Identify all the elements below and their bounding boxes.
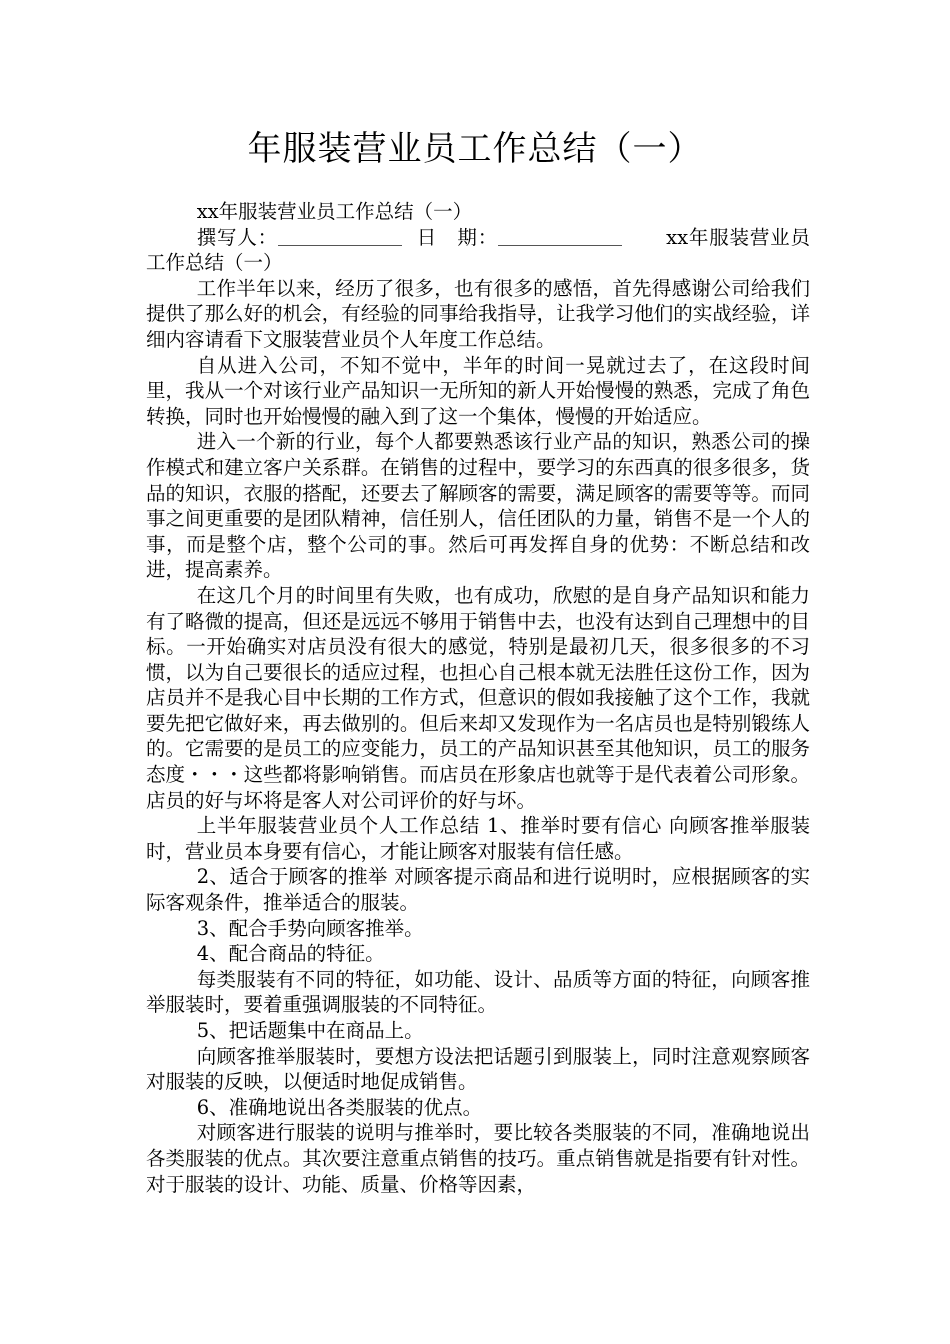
author-blank — [278, 227, 402, 246]
paragraph: 对顾客进行服装的说明与推举时，要比较各类服装的不同，准确地说出各类服装的优点。其次要注意重点销售的技巧。重点销售就是指要有针对性。对于服装的设计、功能、质量、价格等因素， — [146, 1121, 810, 1196]
paragraph: 在这几个月的时间里有失败，也有成功，欣慰的是自身产品知识和能力有了略微的提高，但还是远远不够用于销售中去，也没有达到自己理想中的目标。一开始确实对店员没有很大的感觉，特别是最初几天，很多很多的不习惯，以为自己要很长的适应过程，也担心自己根本就无法胜任这份工作，因为店员并不是我心目中长期的工作方式，但意识的假如我接触了这个工作，我就要先把它做好来，再去做别的。但后来却又发现作为一名店员也是特别锻练人的。它需要的是员工的应变能力，员工的产品知识甚至其他知识，员工的服务态度・・・这些都将影响销售。而店员在形象店也就等于是代表着公司形象。店员的好与坏将是客人对公司评价的好与坏。 — [146, 583, 810, 812]
author-date-line — [146, 225, 810, 276]
author-label: 撰写人： — [196, 225, 278, 249]
date-blank — [498, 227, 622, 246]
paragraph: 上半年服装营业员个人工作总结 1、推举时要有信心 向顾客推举服装时，营业员本身要有信心，才能让顾客对服装有信任感。 — [146, 814, 810, 863]
paragraph: 2、适合于顾客的推举 对顾客提示商品和进行说明时，应根据顾客的实际客观条件，推举适合的服装。 — [146, 865, 810, 915]
document-subtitle: xx年服装营业员工作总结（一） — [196, 200, 473, 223]
document-body — [146, 199, 810, 1197]
paragraph: 向顾客推举服装时，要想方设法把话题引到服装上，同时注意观察顾客对服装的反映，以便适时地促成销售。 — [146, 1044, 810, 1094]
meta-tail: xx年服装营业员工作总结（一） — [146, 225, 810, 275]
paragraph: 进入一个新的行业，每个人都要熟悉该行业产品的知识，熟悉公司的操作模式和建立客户关系群。在销售的过程中，要学习的东西真的很多很多，货品的知识，衣服的搭配，还要去了解顾客的需要，满足顾客的需要等等。而同事之间更重要的是团队精神，信任别人，信任团队的力量，销售不是一个人的事，而是整个店，整个公司的事。然后可再发挥自身的优势：不断总结和改进，提高素养。 — [146, 430, 810, 582]
paragraph: 6、准确地说出各类服装的优点。 — [196, 1095, 483, 1119]
paragraph: 4、配合商品的特征。 — [196, 942, 385, 966]
date-label: 日 期： — [415, 225, 499, 249]
document-title: 年服装营业员工作总结（一） — [247, 129, 703, 169]
paragraph: 3、配合手势向顾客推举。 — [196, 916, 424, 940]
paragraph: 工作半年以来，经历了很多，也有很多的感悟，首先得感谢公司给我们提供了那么好的机会，有经验的同事给我指导，让我学习他们的实战经验，详细内容请看下文服装营业员个人年度工作总结。 — [146, 276, 810, 351]
paragraph: 每类服装有不同的特征，如功能、设计、品质等方面的特征，向顾客推举服装时，要着重强调服装的不同特征。 — [146, 967, 810, 1017]
paragraph: 5、把话题集中在商品上。 — [196, 1019, 424, 1042]
paragraph: 自从进入公司，不知不觉中，半年的时间一晃就过去了，在这段时间里，我从一个对该行业产品知识一无所知的新人开始慢慢的熟悉，完成了角色转换，同时也开始慢慢的融入到了这一个集体，慢慢的开始适应。 — [146, 353, 810, 428]
